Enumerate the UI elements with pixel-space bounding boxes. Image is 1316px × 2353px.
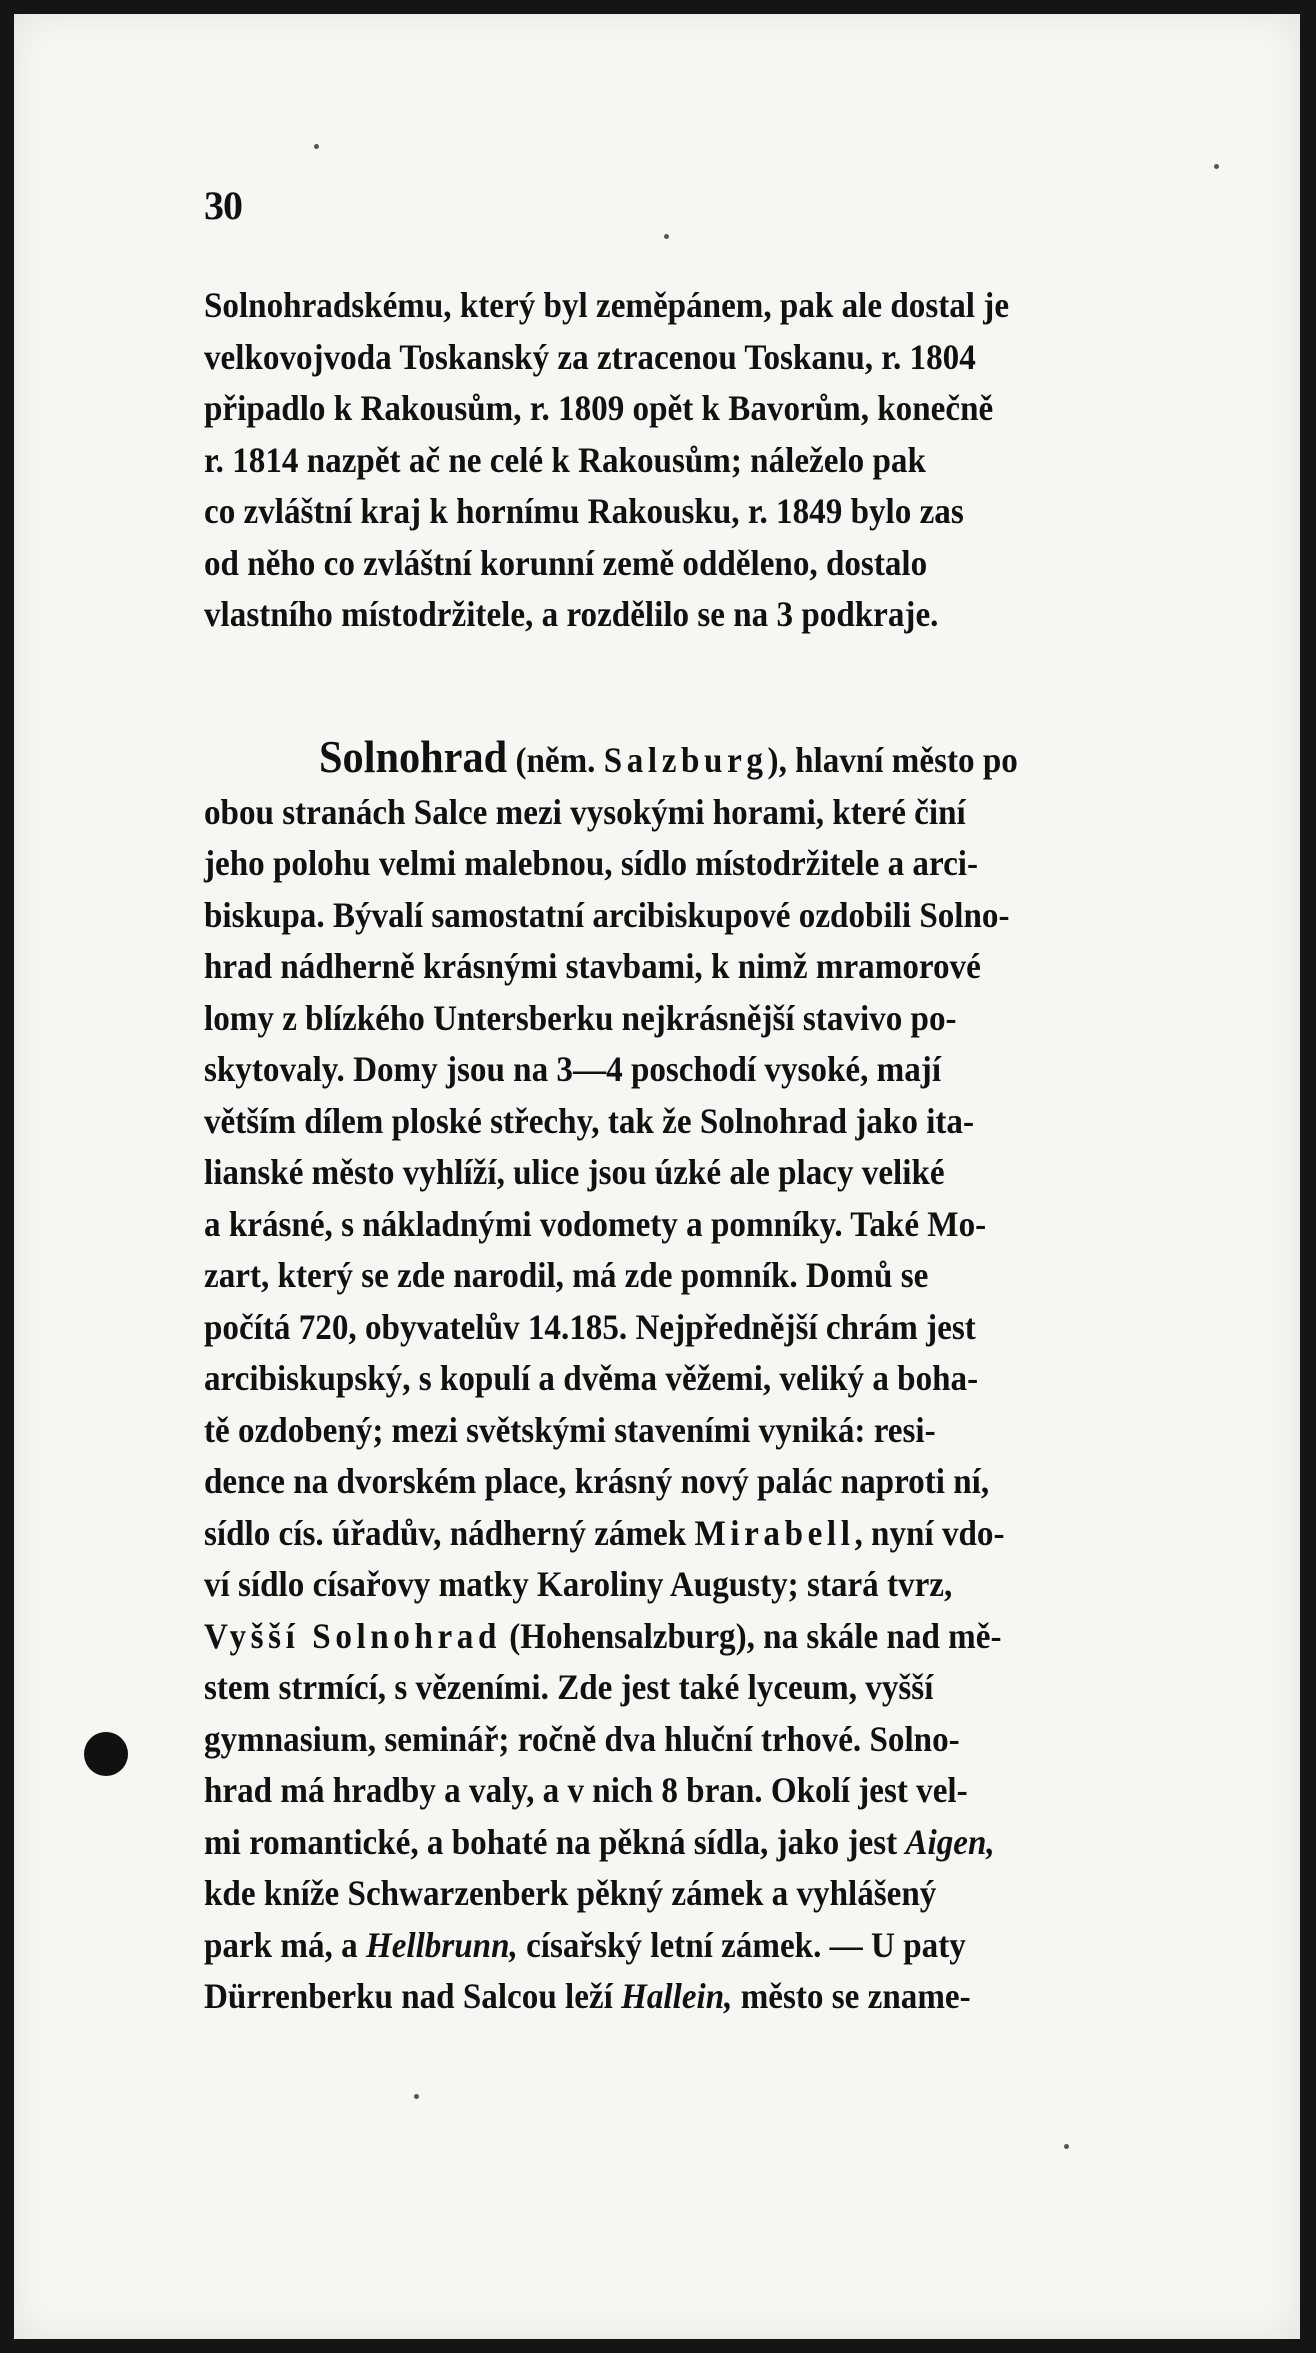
text-run: (něm. (515, 740, 596, 780)
italic-place-name: Hellbrunn, (365, 1924, 518, 1965)
text-line (204, 1971, 1244, 2023)
text-line: větším dílem ploské střechy, tak že Solnohrad jako ita- (204, 1100, 975, 1141)
paper-speck (1214, 164, 1219, 169)
entry-heading: Solnohrad (319, 731, 508, 782)
text-line: arcibiskupský, s kopulí a dvěma věžemi, veliký a boha- (204, 1358, 979, 1398)
text-line: r. 1814 nazpět ač ne celé k Rakousům; náleželo pak (204, 439, 926, 480)
text-line: biskupa. Bývalí samostatní arcibiskupové ozdobili Solno- (204, 894, 1010, 935)
paper-speck (414, 2094, 419, 2099)
paper-speck (314, 144, 319, 149)
text-line: velkovojvoda Toskanský za ztracenou Toskanu, r. 1804 (204, 336, 976, 377)
text-line: lomy z blízkého Untersberku nejkrásnější stavivo po- (204, 997, 957, 1038)
text-line: co zvláštní kraj k hornímu Rakousku, r. 1849 bylo zas (204, 491, 964, 531)
text-line: Solnohradskému, který byl zeměpánem, pak ale dostal je (204, 285, 1010, 325)
text-line: lianské město vyhlíží, ulice jsou úzké ale placy veliké (204, 1152, 945, 1192)
page-number: 30 (204, 183, 242, 228)
text-run: sídlo cís. úřadův, nádherný zámek (204, 1512, 687, 1553)
text-line (204, 1611, 1244, 1663)
text-line: stem strmící, s vězeními. Zde jest také lyceum, vyšší (204, 1667, 934, 1707)
paper-speck (1064, 2144, 1069, 2149)
text-run: císařský letní zámek. — U paty (526, 1924, 966, 1965)
text-line: tě ozdobený; mezi světskými staveními vyniká: resi- (204, 1409, 936, 1450)
italic-place-name: Aigen, (905, 1821, 995, 1862)
text-line: hrad nádherně krásnými stavbami, k nimž mramorové (204, 946, 981, 986)
text-line: kde kníže Schwarzenberk pěkný zámek a vyhlášený (204, 1873, 937, 1913)
text-run: město se zname- (740, 1976, 971, 2016)
spaced-word: Vyšší Solnohrad (204, 1615, 501, 1656)
spaced-word: Mirabell (694, 1512, 855, 1553)
text-line: počítá 720, obyvatelův 14.185. Nejpřednější chrám jest (204, 1306, 976, 1347)
text-run: ), hlavní město po (767, 740, 1018, 780)
text-line: jeho polohu velmi malebnou, sídlo místodržitele a arci- (204, 843, 979, 883)
text-line: skytovaly. Domy jsou na 3—4 poschodí vysoké, mají (204, 1049, 942, 1089)
text-line: hrad má hradby a valy, a v nich 8 bran. Okolí jest vel- (204, 1770, 968, 1810)
text-line: od něho co zvláštní korunní země odděleno, dostalo (204, 542, 928, 583)
text-line: vlastního místodržitele, a rozdělilo se na 3 podkraje. (204, 594, 939, 634)
text-line (204, 731, 1244, 787)
book-page (14, 14, 1300, 2339)
text-line: obou stranách Salce mezi vysokými horami, které činí (204, 791, 966, 832)
text-run: , nyní vdo- (854, 1512, 1005, 1553)
ink-blot (84, 1732, 128, 1776)
italic-place-name: Hallein, (621, 1976, 733, 2016)
paragraph-continuation (204, 280, 1244, 641)
text-line: ví sídlo císařovy matky Karoliny Augusty; stará tvrz, (204, 1564, 953, 1604)
paper-speck (664, 234, 669, 239)
text-line: zart, který se zde narodil, má zde pomník. Domů se (204, 1255, 929, 1295)
spaced-word: Salzburg (603, 740, 768, 780)
text-run: Dürrenberku nad Salcou leží (204, 1976, 613, 2016)
text-line: a krásné, s nákladnými vodomety a pomníky. Také Mo- (204, 1203, 987, 1244)
paragraph-solnohrad (204, 731, 1244, 2023)
text-run: (Hohensalzburg), na skále nad mě- (509, 1615, 1002, 1656)
text-line: gymnasium, seminář; ročně dva hluční trhové. Solno- (204, 1718, 960, 1759)
text-line (204, 1508, 1244, 1560)
text-run: park má, a (204, 1924, 358, 1965)
text-line (204, 1817, 1244, 1869)
text-line: připadlo k Rakousům, r. 1809 opět k Bavorům, konečně (204, 388, 994, 428)
text-line (204, 1920, 1244, 1972)
text-run: mi romantické, a bohaté na pěkná sídla, jako jest (204, 1821, 898, 1862)
text-line: dence na dvorském place, krásný nový palác naproti ní, (204, 1461, 990, 1501)
